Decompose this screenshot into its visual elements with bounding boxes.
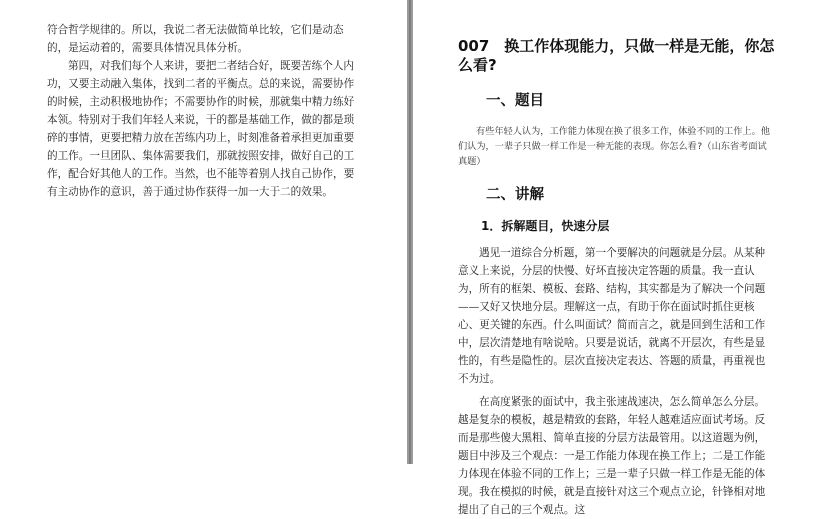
question-text: 有些年轻人认为，工作能力体现在换了很多工作，体验不同的工作上。他们认为，一辈子只做一样工作是一种无能的表现。你怎么看?（山东省考面试真题） — [458, 126, 770, 167]
left-page-body — [47, 21, 364, 201]
left-page — [0, 0, 407, 464]
right-page-body — [458, 244, 775, 519]
right-page — [413, 0, 819, 516]
right-paragraph-1: 遇见一道综合分析题，第一个要解决的问题就是分层。从某种意义上来说，分层的快慢、好坏直接决定答题的质量。我一直认为，所有的框架、模板、套路、结构，其实都是为了解决一个问题——又好又快地分层。理解这一点，有助于你在面试时抓住更核心、更关键的东西。什么叫面试？简而言之，就是回到生活和工作中，层次清楚地有啥说啥。只要是说话，就离不开层次，有些是显性的，有些是隐性的。层次直接决定表达、答题的质量，再重视也不为过。 — [458, 247, 766, 385]
right-paragraph-2: 在高度紧张的面试中，我主张速战速决，怎么简单怎么分层。越是复杂的模板，越是精致的套路，年轻人越难适应面试考场。反而是那些傻大黑粗、简单直接的分层方法最管用。以这道题为例，题目中涉及三个观点：一是工作能力体现在换工作上；二是工作能力体现在体验不同的工作上；三是一辈子只做一样工作是无能的体现。我在模拟的时候，就是直接针对这三个观点立论，针锋相对地提出了自己的三个观点。这 — [458, 396, 766, 516]
subsection-heading: 1．拆解题目，快速分层 — [481, 219, 610, 233]
left-paragraph-1: 符合哲学规律的。所以，我说二者无法做简单比较，它们是动态的，是运动着的，需要具体情况具体分析。 — [47, 24, 344, 54]
left-paragraph-2: 第四，对我们每个人来讲，要把二者结合好，既要苦练个人内功，又要主动融入集体，找到二者的平衡点。总的来说，需要协作的时候，主动积极地协作；不需要协作的时候，那就集中精力练好本领。特别对于我们年轻人来说，干的都是基础工作，做的都是琐碎的事情，更要把精力放在苦练内功上，时刻准备着承担更加重要的工作。一旦团队、集体需要我们，那就按照安排，做好自己的工作，配合好其他人的工作。当然，也不能等着别人找自己协作，要有主动协作的意识，善于通过协作获得一加一大于二的效果。 — [47, 60, 355, 198]
section-heading-explanation: 二、讲解 — [486, 187, 544, 203]
chapter-title: 007 换工作体现能力，只做一样是无能，你怎么看? — [458, 37, 775, 74]
section-heading-topic: 一、题目 — [486, 93, 544, 109]
